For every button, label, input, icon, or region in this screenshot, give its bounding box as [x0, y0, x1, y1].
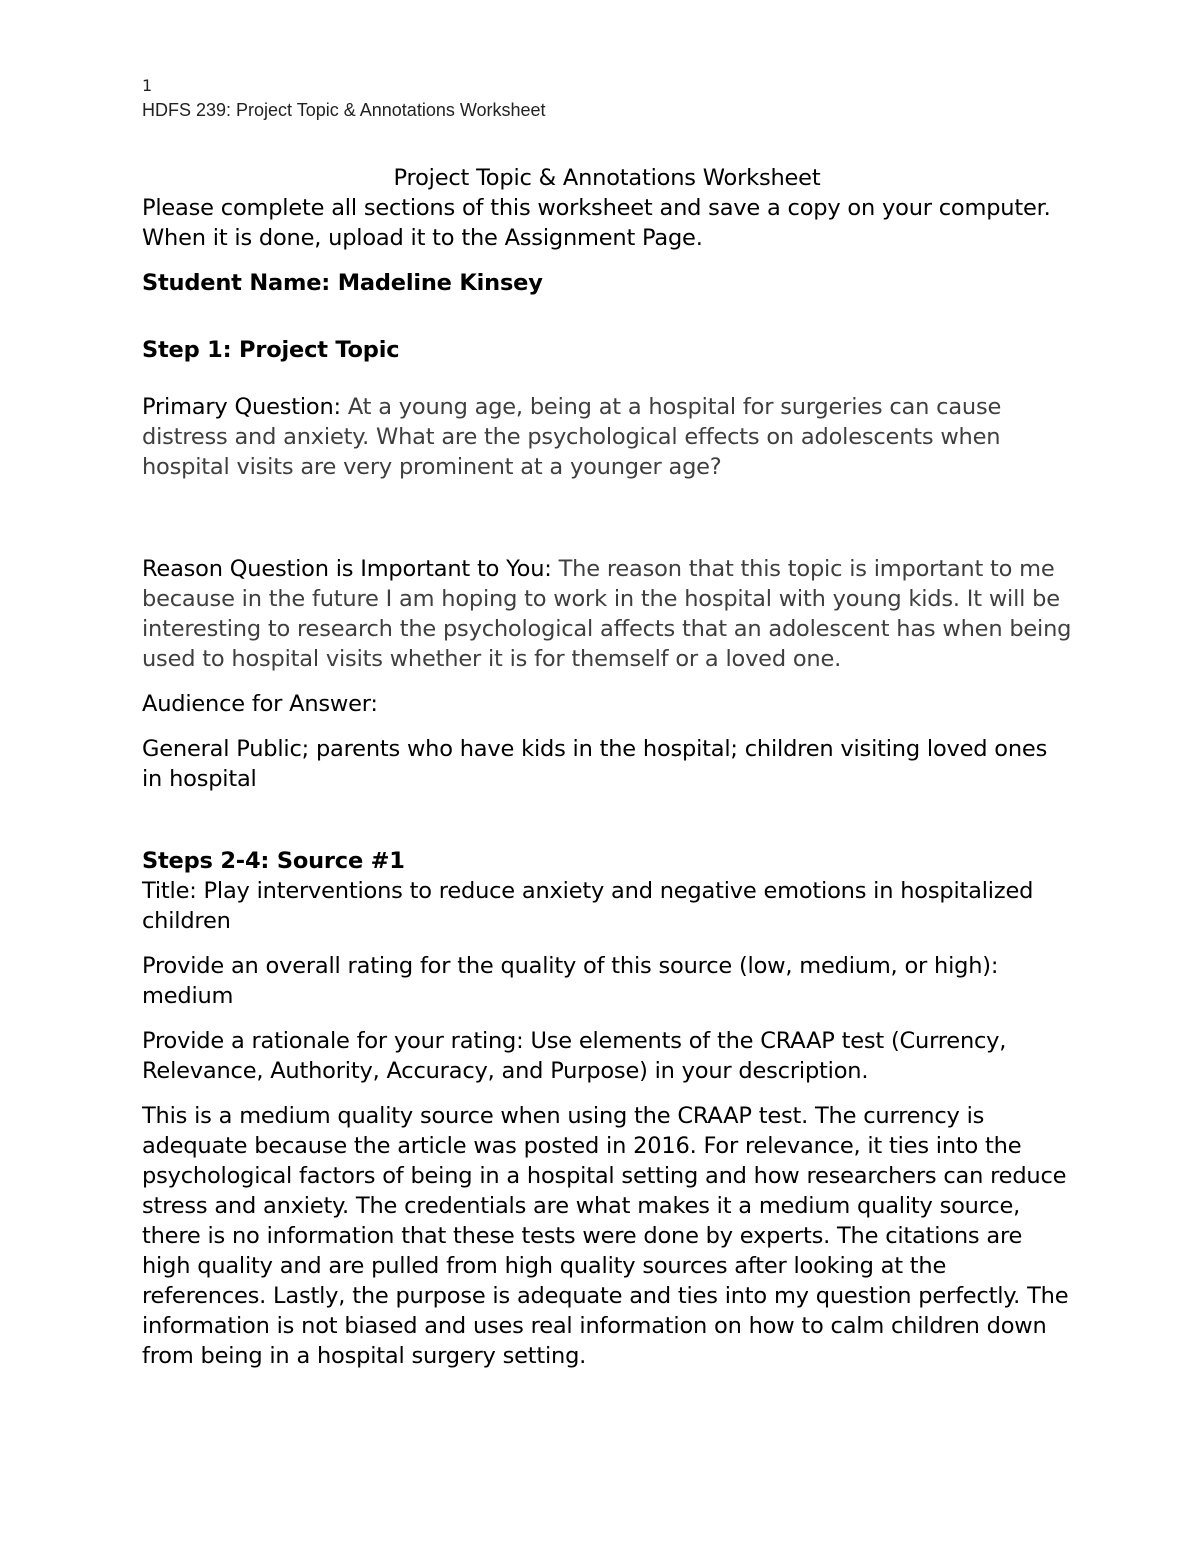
student-name: Student Name: Madeline Kinsey — [142, 270, 543, 296]
rating-value: medium — [142, 983, 234, 1009]
running-title: HDFS 239: Project Topic & Annotations Worksheet — [142, 100, 546, 120]
rationale-text: This is a medium quality source when using the CRAAP test. The currency is adequate because the article was posted in 2016. For relevance, it ties into the psychological factors of being in a hospital setting and how researchers can reduce stress and anxiety. The credentials are what makes it a medium quality source, there is no information that these tests were done by experts. The citations are high quality and are pulled from high quality sources after looking at the references. Lastly, the purpose is adequate and ties into my question perfectly. The information is not biased and uses real information on how to calm children down from being in a hospital surgery setting. — [142, 1103, 1069, 1369]
instructions: Please complete all sections of this worksheet and save a copy on your computer. When it is done, upload it to the Assignment Page. — [142, 195, 1051, 251]
primary-question-answer: At a young age, being at a hospital for surgeries can cause distress and anxiety. What are the psychological effects on adolescents when hospital visits are very prominent at a younger age? — [142, 394, 1002, 480]
page-header — [142, 74, 546, 122]
audience-label: Audience for Answer: — [142, 691, 378, 717]
audience-answer: General Public; parents who have kids in the hospital; children visiting loved ones in hospital — [142, 736, 1048, 792]
source1-heading: Steps 2-4: Source #1 — [142, 848, 405, 874]
primary-question — [142, 392, 1072, 482]
document-body — [142, 163, 1072, 1371]
reason-label: Reason Question is Important to You: — [142, 556, 559, 582]
source1-title: Title: Play interventions to reduce anxiety and negative emotions in hospitalized children — [142, 878, 1034, 934]
document-title: Project Topic & Annotations Worksheet — [393, 165, 821, 191]
step1-heading: Step 1: Project Topic — [142, 337, 400, 363]
reason-question — [142, 554, 1072, 674]
rating-prompt: Provide an overall rating for the quality of this source (low, medium, or high): — [142, 953, 999, 979]
page-number: 1 — [142, 76, 153, 95]
reason-answer: The reason that this topic is important to me because in the future I am hoping to work in the hospital with young kids. It will be interesting to research the psychological affects that an adolescent has when being used to hospital visits whether it is for themself or a loved one. — [142, 556, 1072, 672]
rationale-prompt: Provide a rationale for your rating: Use elements of the CRAAP test (Currency, Relevance, Authority, Accuracy, and Purpose) in your description. — [142, 1028, 1007, 1084]
primary-question-label: Primary Question: — [142, 394, 348, 420]
